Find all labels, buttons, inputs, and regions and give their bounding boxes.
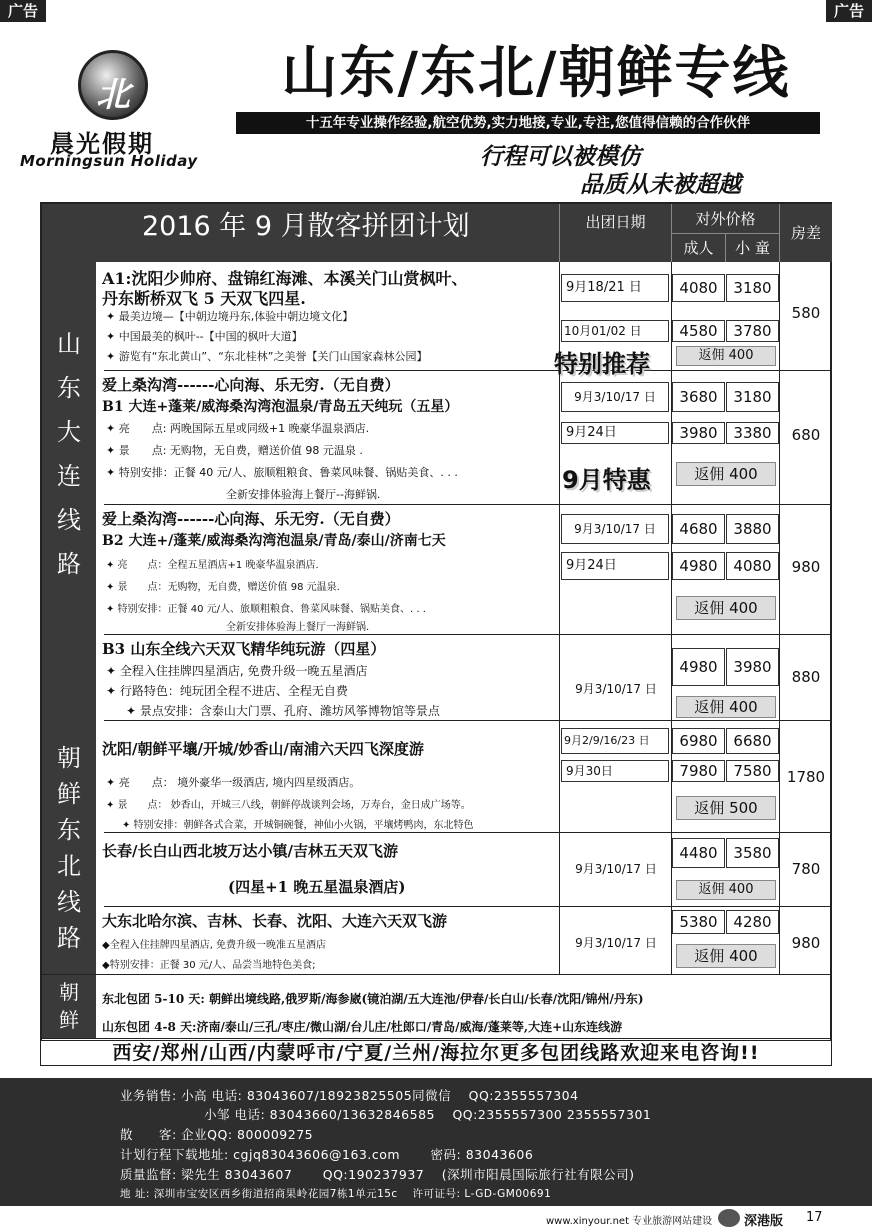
b2-rebate: 返佣 400 <box>676 596 776 620</box>
contact-quality: 质量监督: 梁先生 83043607 QQ:190237937 (深圳市阳晨国际旅行社有限公司) <box>120 1167 635 1182</box>
col-date-header: 出团日期 <box>559 204 671 262</box>
b1-line-3: ✦ 特别安排：正餐 40 元/人、旅顺粗粮食、鲁菜风味餐、锅贴美食、. . . <box>106 466 458 479</box>
c3-date-1: 9月3/10/17 日 <box>575 936 657 950</box>
footer-edition: 深港版 <box>744 1214 784 1229</box>
c1-date-2: 9月30日 <box>561 760 669 782</box>
c2-title: 长春/长白山西北坡万达小镇/吉林五天双飞游 <box>102 842 398 860</box>
c1-child-1: 6680 <box>726 728 779 754</box>
logo-glyph: 北 <box>96 75 130 115</box>
a1-date-1: 9月18/21 日 <box>561 274 669 302</box>
page-title: 山东/东北/朝鲜专线 <box>281 40 791 106</box>
b2-title: B2 大连+/蓬莱/威海桑沟湾泡温泉/青岛/泰山/济南七天 <box>102 533 446 549</box>
col-adult-header: 成人 <box>671 234 725 262</box>
b3-line-3: ✦ 景点安排：含泰山大门票、孔府、潍坊风筝博物馆等景点 <box>126 704 440 718</box>
col-child-header: 小 童 <box>725 234 779 262</box>
schedule-table <box>40 202 832 1064</box>
c2-subtitle: (四星+1 晚五星温泉酒店) <box>228 878 406 896</box>
logo <box>20 38 220 178</box>
slogan-bar: 十五年专业操作经验,航空优势,实力地接,专业,专注,您值得信赖的合作伙伴 <box>236 112 820 134</box>
b1-line-1: ✦ 亮 点: 两晚国际五星或同级+1 晚豪华温泉酒店. <box>106 422 370 435</box>
c1-line-2: ✦ 景 点： 妙香山，开城三八线，朝鲜停战谈判会场，万寿台，金日成广场等。 <box>106 800 471 811</box>
charter-line-1: 东北包团 5-10 天: 朝鲜出境线路,俄罗斯/海参崴(镜泊湖/五大连池/伊春/长白山/长春/沈阳/锦州/丹东) <box>102 992 644 1006</box>
a1-title-1: A1:沈阳少帅府、盘锦红海滩、本溪关门山赏枫叶、 <box>102 269 468 288</box>
b1-date-2: 9月24日 <box>561 422 669 444</box>
a1-bullet-2: ✦ 中国最美的枫叶--【中国的枫叶大道】 <box>106 330 303 343</box>
b2-date-1: 9月3/10/17 日 <box>561 514 669 544</box>
b2-child-1: 3880 <box>726 514 779 544</box>
contact-retail: 散 客: 企业QQ: 800009275 <box>120 1127 314 1142</box>
c1-room: 1780 <box>786 768 826 786</box>
c2-adult-1: 4480 <box>672 838 725 868</box>
b2-line-1: ✦ 亮 点：全程五星酒店+1 晚豪华温泉酒店. <box>106 560 319 571</box>
a1-title-2: 丹东断桥双飞 5 天双飞四星. <box>102 289 306 308</box>
a1-adult-1: 4080 <box>672 274 725 302</box>
b1-adult-2: 3980 <box>672 422 725 444</box>
b3-title: B3 山东全线六天双飞精华纯玩游（四星） <box>102 640 386 658</box>
col-price-header: 对外价格 <box>671 204 779 234</box>
a1-promo-badge: 特别推荐 <box>554 350 650 378</box>
footer-badge-icon <box>718 1209 740 1227</box>
side-label-chaoxian-charter: 朝鲜 <box>42 974 96 1038</box>
contact-panel <box>0 1078 872 1206</box>
consult-banner: 西安/郑州/山西/内蒙呼市/宁夏/兰州/海拉尔更多包团线路欢迎来电咨询!! <box>40 1040 832 1066</box>
b1-adult-1: 3680 <box>672 382 725 412</box>
table-title: 2016 年 9 月散客拼团计划 <box>42 204 559 262</box>
b3-rebate: 返佣 400 <box>676 696 776 718</box>
b2-child-2: 4080 <box>726 552 779 580</box>
c2-date-1: 9月3/10/17 日 <box>575 862 657 876</box>
c1-rebate: 返佣 500 <box>676 796 776 820</box>
a1-bullet-1: ✦ 最美边境—【中朝边境丹东,体验中朝边境文化】 <box>106 310 354 323</box>
b1-child-1: 3180 <box>726 382 779 412</box>
logo-en-name: Morningsun Holiday <box>20 152 198 170</box>
footer-url[interactable]: www.xinyour.net 专业旅游网站建设 <box>546 1216 713 1227</box>
charter-line-2: 山东包团 4-8 天:济南/泰山/三孔/枣庄/微山湖/台儿庄/杜郎口/青岛/威海/蓬莱等,大连+山东连线游 <box>102 1020 623 1034</box>
b2-adult-2: 4980 <box>672 552 725 580</box>
b1-room: 680 <box>791 426 821 444</box>
b1-pretitle: 爱上桑沟湾------心向海、乐无穷.（无自费） <box>102 376 400 394</box>
page-number: 17 <box>806 1210 823 1225</box>
a1-child-1: 3180 <box>726 274 779 302</box>
c2-room: 780 <box>791 860 821 878</box>
a1-bullet-3: ✦ 游览有“东北黄山”、“东北桂林”之美誉【关门山国家森林公园】 <box>106 350 428 363</box>
c3-rebate: 返佣 400 <box>676 944 776 968</box>
b3-date-1: 9月3/10/17 日 <box>575 682 657 696</box>
b2-pretitle: 爱上桑沟湾------心向海、乐无穷.（无自费） <box>102 510 400 528</box>
a1-child-2: 3780 <box>726 320 779 342</box>
b1-promo-badge: 9月特惠 <box>562 466 651 494</box>
ad-label-left: 广告 <box>0 0 46 22</box>
c3-room: 980 <box>791 934 821 952</box>
b3-child-1: 3980 <box>726 648 779 686</box>
c3-line-1: ◆全程入住挂牌四星酒店, 免费升级一晚准五星酒店 <box>102 940 327 951</box>
a1-rebate: 返佣 400 <box>676 346 776 366</box>
c3-line-2: ◆特别安排：正餐 30 元/人、品尝当地特色美食; <box>102 960 316 971</box>
c1-line-3: ✦ 特别安排：朝鲜各式合菜，开城铜碗餐，神仙小火锅，平壤烤鸭肉，东北特色 <box>122 820 474 831</box>
side-label-shandong: 山东大连线路 <box>42 262 96 720</box>
b2-line-4: 全新安排体验海上餐厅一海鲜锅. <box>226 622 370 633</box>
b3-adult-1: 4980 <box>672 648 725 686</box>
side-label-chaoxian: 朝鲜东北线路 <box>42 720 96 974</box>
slogan-line-2: 品质从未被超越 <box>580 172 741 198</box>
a1-adult-2: 4580 <box>672 320 725 342</box>
c1-adult-2: 7980 <box>672 760 725 782</box>
a1-room: 580 <box>791 304 821 322</box>
c3-adult-1: 5380 <box>672 910 725 934</box>
b2-date-2: 9月24日 <box>561 552 669 580</box>
logo-emblem <box>78 50 148 120</box>
contact-sales-2: 小邹 电话: 83043660/13632846585 QQ:2355557300 2355557301 <box>204 1107 652 1122</box>
b1-date-1: 9月3/10/17 日 <box>561 382 669 412</box>
c1-child-2: 7580 <box>726 760 779 782</box>
b2-room: 980 <box>791 558 821 576</box>
ad-label-right: 广告 <box>826 0 872 22</box>
b2-line-3: ✦ 特别安排：正餐 40 元/人、旅顺粗粮食、鲁菜风味餐、锅贴美食、. . . <box>106 604 426 615</box>
footer <box>0 1206 872 1230</box>
c3-title: 大东北哈尔滨、吉林、长春、沈阳、大连六天双飞游 <box>102 912 448 930</box>
b3-room: 880 <box>791 668 821 686</box>
c3-child-1: 4280 <box>726 910 779 934</box>
c2-child-1: 3580 <box>726 838 779 868</box>
contact-download: 计划行程下载地址: cgjq83043606@163.com 密码: 83043606 <box>120 1147 534 1162</box>
a1-date-2: 10月01/02 日 <box>561 320 669 342</box>
contact-sales-1: 业务销售: 小高 电话: 83043607/18923825505同微信 QQ:2355557304 <box>120 1088 579 1103</box>
b3-line-1: ✦ 全程入住挂牌四星酒店, 免费升级一晚五星酒店 <box>106 664 368 678</box>
b2-adult-1: 4680 <box>672 514 725 544</box>
col-room-header: 房差 <box>779 204 832 262</box>
b1-line-4: 全新安排体验海上餐厅--海鲜锅. <box>226 488 381 501</box>
b1-child-2: 3380 <box>726 422 779 444</box>
contact-address: 地 址: 深圳市宝安区西乡街道招商果岭花园7栋1单元15c 许可证号: L-GD-GM00691 <box>120 1188 552 1200</box>
c1-adult-1: 6980 <box>672 728 725 754</box>
b3-line-2: ✦ 行路特色：纯玩团全程不进店、全程无自费 <box>106 684 348 698</box>
c1-title: 沈阳/朝鲜平壤/开城/妙香山/南浦六天四飞深度游 <box>102 740 424 758</box>
logo-cn-name: 晨光假期 <box>50 130 154 158</box>
c2-rebate: 返佣 400 <box>676 880 776 900</box>
c1-date-1: 9月2/9/16/23 日 <box>561 728 669 754</box>
slogan-line-1: 行程可以被模仿 <box>480 144 641 170</box>
b1-line-2: ✦ 景 点: 无购物，无自费，赠送价值 98 元温泉 . <box>106 444 363 457</box>
c1-line-1: ✦ 亮 点： 境外豪华一级酒店, 境内四星级酒店。 <box>106 776 361 789</box>
b1-rebate: 返佣 400 <box>676 462 776 486</box>
b2-line-2: ✦ 景 点：无购物，无自费，赠送价值 98 元温泉. <box>106 582 340 593</box>
b1-title: B1 大连+蓬莱/威海桑沟湾泡温泉/青岛五天纯玩（五星） <box>102 399 459 415</box>
